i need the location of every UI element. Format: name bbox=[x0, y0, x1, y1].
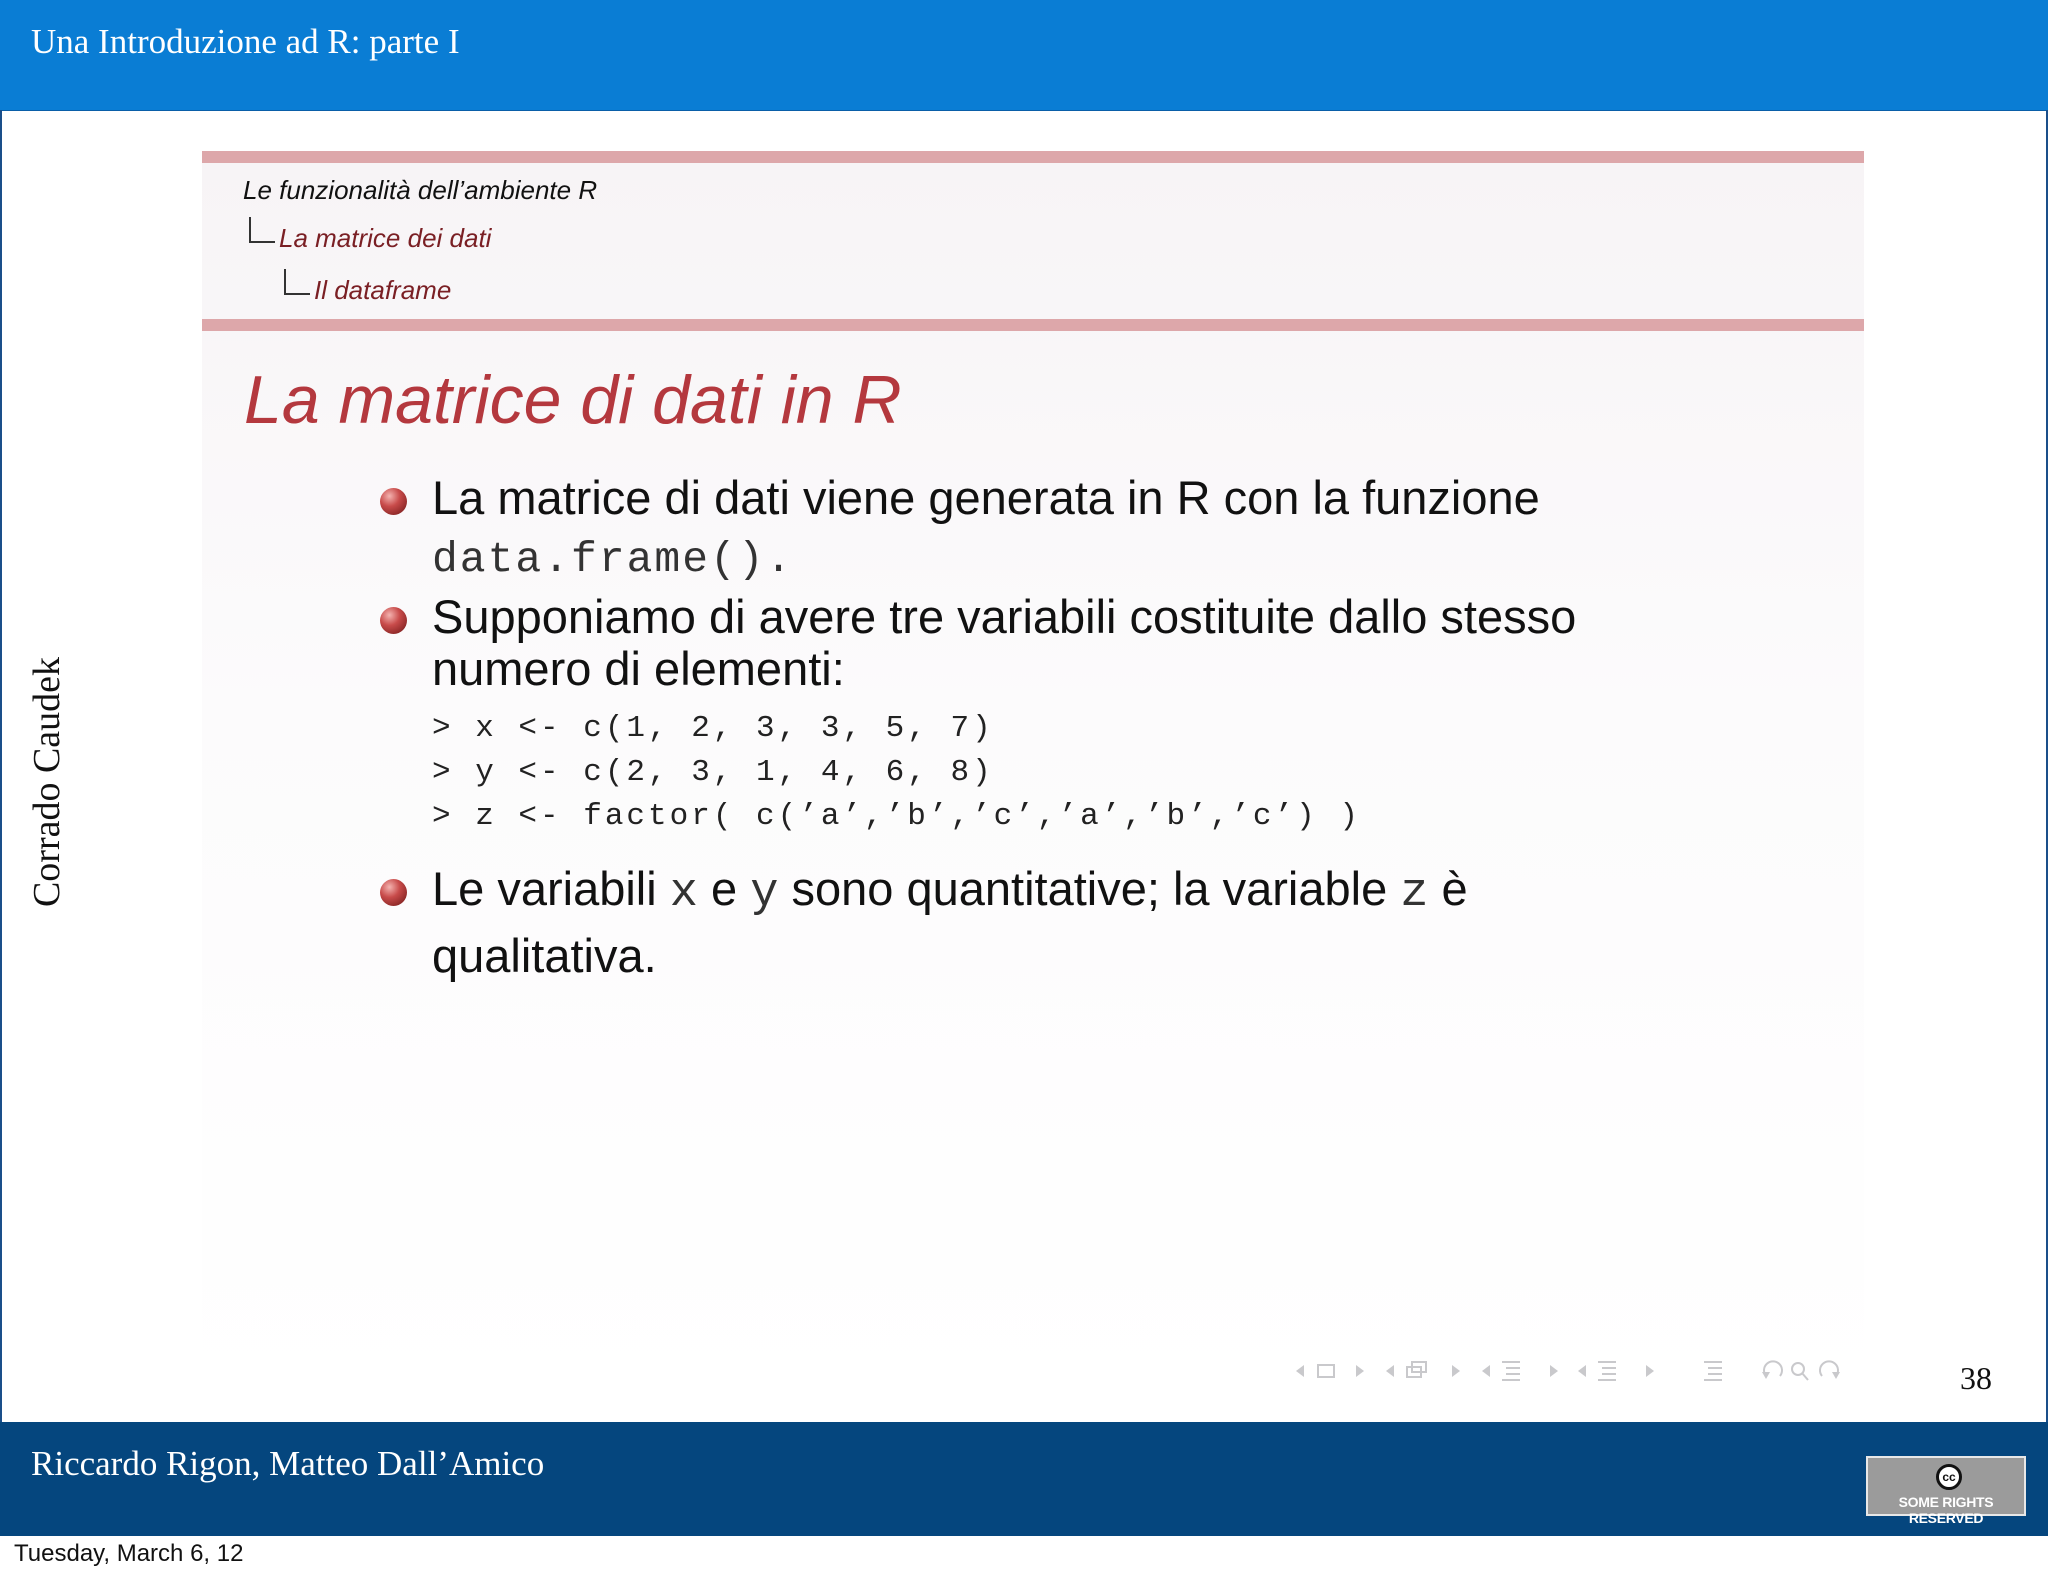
subsection-icon[interactable] bbox=[1407, 1362, 1426, 1377]
next-document-arrow-icon[interactable] bbox=[1646, 1365, 1654, 1377]
code-line-1: > x <- c(1, 2, 3, 3, 5, 7) bbox=[432, 711, 994, 746]
bullet-text-2 bbox=[432, 591, 1576, 695]
bullet-3-line-1 bbox=[432, 863, 1468, 920]
bullet-ball-icon bbox=[380, 488, 407, 515]
bullet-3-part-1: Le variabili bbox=[432, 862, 670, 915]
next-subsection-arrow-icon[interactable] bbox=[1452, 1365, 1460, 1377]
bullet-3-line-2: qualitativa. bbox=[432, 929, 657, 982]
slide-title: La matrice di dati in R bbox=[244, 362, 902, 438]
bullet-2-line-1: Supponiamo di avere tre variabili costituite dallo stesso bbox=[432, 590, 1577, 643]
bullet-ball-icon bbox=[380, 607, 407, 634]
breadcrumb-subsection bbox=[249, 217, 491, 254]
breadcrumb-section: Le funzionalità dell’ambiente R bbox=[243, 175, 598, 205]
prev-document-arrow-icon[interactable] bbox=[1578, 1365, 1586, 1377]
frame-border-left bbox=[0, 110, 2, 1422]
breadcrumb-subsubsection-label: Il dataframe bbox=[314, 275, 452, 305]
bullet-3-part-4: è bbox=[1428, 862, 1468, 915]
bullet-3-part-3: sono quantitative; la variable bbox=[778, 862, 1401, 915]
search-icon[interactable] bbox=[1792, 1363, 1808, 1380]
bullet-2-line-2: numero di elementi: bbox=[432, 642, 845, 695]
tree-corner-icon bbox=[249, 217, 275, 243]
next-section-arrow-icon[interactable] bbox=[1550, 1365, 1558, 1377]
var-z: z bbox=[1400, 867, 1429, 920]
cc-icon: cc bbox=[1936, 1464, 1962, 1490]
prev-frame-arrow-icon[interactable] bbox=[1296, 1365, 1304, 1377]
breadcrumb-band-bottom bbox=[202, 319, 1864, 331]
footer-authors: Riccardo Rigon, Matteo Dall’Amico bbox=[31, 1444, 545, 1483]
redo-icon[interactable] bbox=[1820, 1361, 1840, 1379]
bullet-ball-icon bbox=[380, 879, 407, 906]
code-line-2: > y <- c(2, 3, 1, 4, 6, 8) bbox=[432, 755, 994, 790]
bullet-1-code: data.frame(). bbox=[432, 535, 794, 584]
bullet-text-3 bbox=[432, 863, 1468, 982]
capture-date: Tuesday, March 6, 12 bbox=[14, 1540, 244, 1567]
slide-content bbox=[202, 151, 1864, 1396]
bullet-3-part-2: e bbox=[697, 862, 751, 915]
document-icon[interactable] bbox=[1598, 1362, 1616, 1380]
prev-subsection-arrow-icon[interactable] bbox=[1386, 1365, 1394, 1377]
next-frame-arrow-icon[interactable] bbox=[1356, 1365, 1364, 1377]
undo-icon[interactable] bbox=[1762, 1361, 1782, 1379]
sidebar-author: Corrado Caudek bbox=[26, 656, 68, 908]
bullet-1-text: La matrice di dati viene generata in R con la funzione bbox=[432, 471, 1540, 524]
tree-corner-icon bbox=[284, 269, 310, 295]
beamer-navigation bbox=[1288, 1354, 1858, 1388]
breadcrumb-subsection-label: La matrice dei dati bbox=[279, 223, 492, 253]
breadcrumb-band-top bbox=[202, 151, 1864, 163]
page-number: 38 bbox=[1960, 1360, 1992, 1396]
bullet-text-1 bbox=[432, 472, 1540, 586]
prev-section-arrow-icon[interactable] bbox=[1482, 1365, 1490, 1377]
toc-icon[interactable] bbox=[1704, 1362, 1722, 1380]
var-x: x bbox=[669, 867, 698, 920]
frame-icon[interactable] bbox=[1318, 1365, 1334, 1377]
license-text: SOME RIGHTS RESERVED bbox=[1898, 1494, 1994, 1526]
breadcrumb-subsubsection bbox=[284, 269, 451, 306]
code-line-3: > z <- factor( c(’a’,’b’,’c’,’a’,’b’,’c’) ) bbox=[432, 799, 1361, 834]
footer-bar bbox=[0, 1422, 2048, 1536]
license-badge[interactable] bbox=[1866, 1456, 2026, 1526]
section-icon[interactable] bbox=[1502, 1362, 1520, 1380]
var-y: y bbox=[750, 867, 779, 920]
header-bar bbox=[0, 0, 2048, 111]
presentation-title: Una Introduzione ad R: parte I bbox=[31, 22, 460, 61]
